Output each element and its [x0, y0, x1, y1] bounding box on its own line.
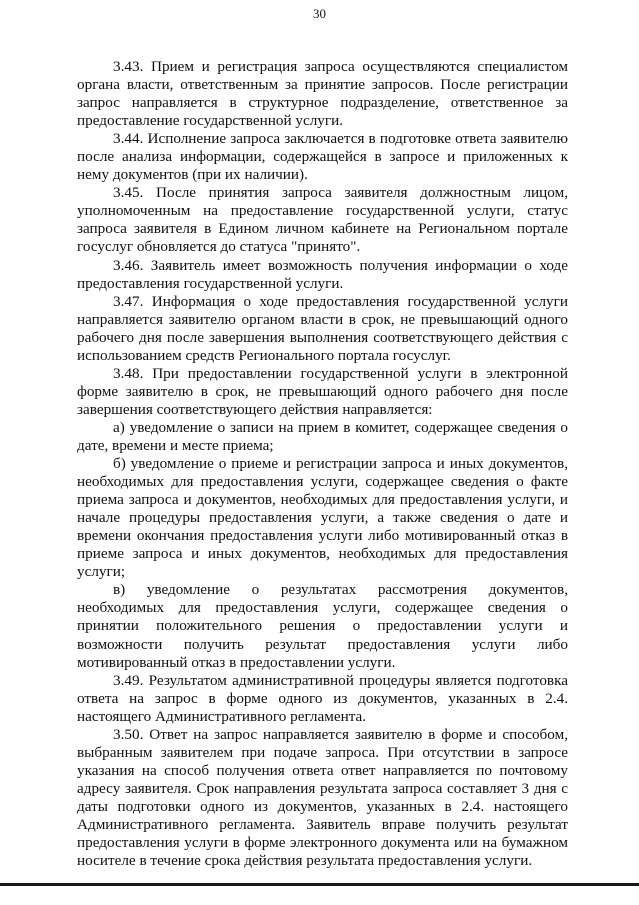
- paragraph-3-47: 3.47. Информация о ходе предоставления государственной услуги направляется заявителю органом власти в срок, не превышающий одного рабочего дня после завершения выполнения соответствующего действия с использованием средств Регионального портала госуслуг.: [77, 292, 568, 364]
- paragraph-3-49: 3.49. Результатом административной процедуры является подготовка ответа на запрос в форме одного из документов, указанных в 2.4. настоящего Административного регламента.: [77, 671, 568, 725]
- paragraph-3-45: 3.45. После принятия запроса заявителя должностным лицом, уполномоченным на предоставление государственной услуги, статус запроса заявителя в Едином личном кабинете на Региональном портале госуслуг обновляется до статуса "принято".: [77, 184, 568, 256]
- paragraph-3-43: 3.43. Прием и регистрация запроса осуществляются специалистом органа власти, ответственным за принятие запросов. После регистрации запрос направляется в структурное подразделение, ответственное за предоставление государственной услуги.: [77, 58, 568, 130]
- scan-edge-rule: [0, 883, 639, 886]
- document-body: [77, 58, 568, 870]
- paragraph-3-48-v: в) уведомление о результатах рассмотрения документов, необходимых для предоставления услуги, содержащее сведения о принятии положительного решения о предоставлении услуги и возможности получить результат предоставления услуги либо мотивированный отказ в предоставлении услуги.: [77, 581, 568, 671]
- paragraph-3-46: 3.46. Заявитель имеет возможность получения информации о ходе предоставления государственной услуги.: [77, 256, 568, 292]
- paragraph-3-44: 3.44. Исполнение запроса заключается в подготовке ответа заявителю после анализа информации, содержащейся в запросе и приложенных к нему документов (при их наличии).: [77, 130, 568, 184]
- paragraph-3-50: 3.50. Ответ на запрос направляется заявителю в форме и способом, выбранным заявителем при подаче запроса. При отсутствии в запросе указания на способ получения ответа ответ направляется по почтовому адресу заявителя. Срок направления результата запроса составляет 3 дня с даты подготовки одного из документов, указанных в 2.4. настоящего Административного регламента. Заявитель вправе получить результат предоставления услуги в форме электронного документа или на бумажном носителе в течение срока действия результата предоставления услуги.: [77, 725, 568, 870]
- paragraph-3-48-b: б) уведомление о приеме и регистрации запроса и иных документов, необходимых для предоставления услуги, содержащее сведения о факте приема запроса и документов, необходимых для предоставления услуги, и начале процедуры предоставления услуги, а также сведения о дате и времени окончания предоставления услуги либо мотивированный отказ в приеме запроса и иных документов, необходимых для предоставления услуги;: [77, 455, 568, 581]
- paragraph-3-48-a: а) уведомление о записи на прием в комитет, содержащее сведения о дате, времени и месте приема;: [77, 418, 568, 454]
- page-number: 30: [313, 6, 326, 21]
- paragraph-3-48: 3.48. При предоставлении государственной услуги в электронной форме заявителю в срок, не превышающий одного рабочего дня после завершения соответствующего действия направляется:: [77, 364, 568, 418]
